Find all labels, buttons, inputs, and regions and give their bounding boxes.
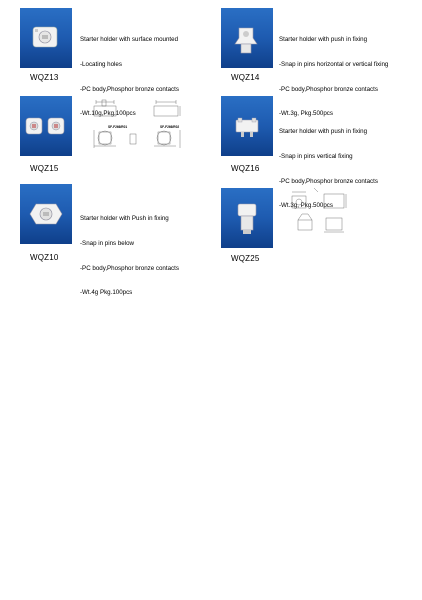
product-photo-wqz10 [20,184,72,244]
starter-holder-pair-icon [20,96,72,156]
description-line: -Snap in pins vertical fixing [279,153,353,161]
description-line: -Wt.3g, Pkg.500pcs [279,202,333,210]
description-line: -Wt.10g,Pkg.100pcs [80,110,136,118]
description-line: -Snap in pins horizontal or vertical fixing [279,61,389,69]
product-description-wqz10 [80,199,179,306]
product-code-wqz14: WQZ14 [231,73,260,82]
product-description-wqz14 [279,20,388,127]
product-photo-wqz14 [221,8,273,68]
drawing-label: SF-F266/R02 [160,125,180,129]
description-line: Starter holder with surface mounted [80,36,179,44]
drawing-label: SF-F266/R01 [108,125,128,129]
description-line: -PC body,Phosphor bronze contacts [279,177,378,185]
product-code-wqz25: WQZ25 [231,254,260,263]
description-line: Starter holder with Push in fixing [80,215,169,223]
technical-drawing-wqz25 [284,186,354,240]
starter-holder-push-icon [221,8,273,68]
product-code-wqz15: WQZ15 [30,164,59,173]
technical-drawing-lines [284,186,354,240]
description-line: -Locating holes [80,61,122,69]
description-line: -Wt.4g Pkg.100pcs [80,289,133,297]
description-line: -PC body,Phosphor bronze contacts [279,85,378,93]
product-photo-wqz25 [221,188,273,248]
product-code-wqz13: WQZ13 [30,73,59,82]
description-line: -Wt.3g, Pkg.500pcs [279,110,333,118]
technical-drawing-wqz15 [88,96,198,156]
product-photo-wqz13 [20,8,72,68]
starter-holder-surface-icon [20,8,72,68]
technical-drawing-lines [88,96,198,156]
starter-holder-round-icon [20,184,72,244]
description-line: -Snap in pins below [80,240,135,248]
product-photo-wqz16 [221,96,273,156]
description-line: Starter holder with push in fixing [279,128,368,136]
starter-holder-tall-icon [221,188,273,248]
product-photo-wqz15 [20,96,72,156]
product-code-wqz16: WQZ16 [231,164,260,173]
description-line: -PC body,Phosphor bronze contacts [80,85,179,93]
starter-holder-vertical-icon [221,96,273,156]
description-line: Starter holder with push in fixing [279,36,368,44]
product-code-wqz10: WQZ10 [30,253,59,262]
description-line: -PC body,Phosphor bronze contacts [80,264,179,272]
